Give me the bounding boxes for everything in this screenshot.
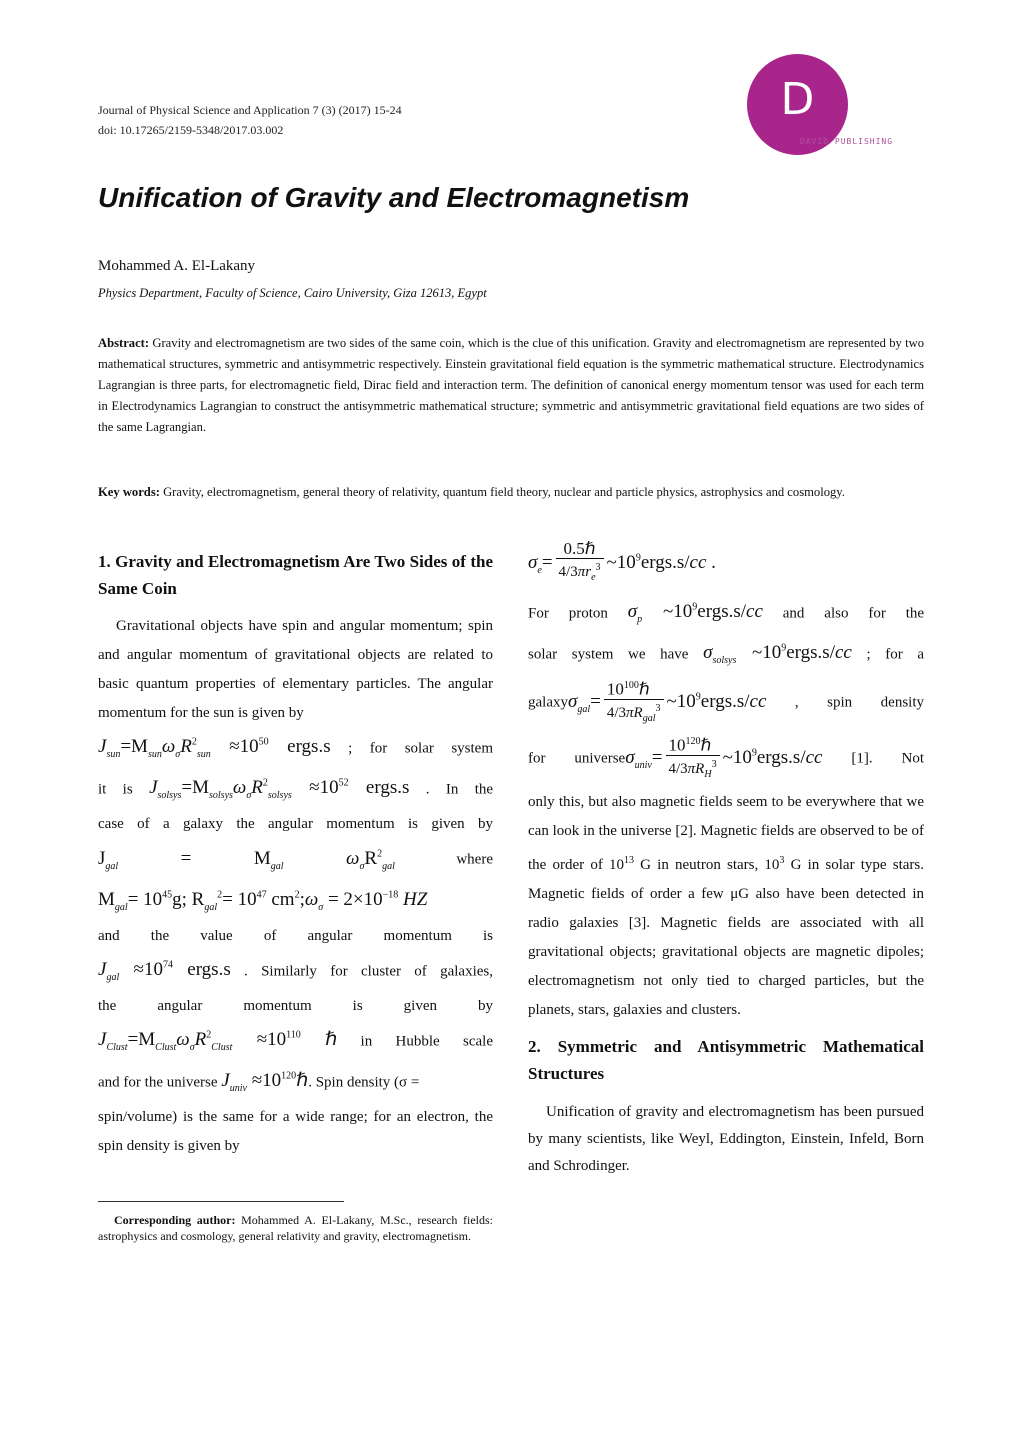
eq-solsys-sigma-line: solar system we have $\sigma_{solsys}$ $\sim 10^9ergs.s/cc$ ; for a [528,642,924,667]
eq-univ-line: and for the universe $J_{univ}$ $\approx 10^{120}\hbar$. Spin density (σ = [98,1070,420,1094]
eq-gal-values: $M_{gal}= 10^{45}g$; $R_{gal}^2= 10^{47}$ $cm^2;\omega_\sigma = 2\times 10^{-18}$ HZ [98,888,428,913]
journal-citation: Journal of Physical Science and Application 7 (3) (2017) 15-24 [98,103,402,117]
eq-gal-j: $J_{gal} \approx 10^{74}$ ergs.s [98,958,231,983]
keywords-text: Gravity, electromagnetism, general theory of relativity, quantum field theory, nuclear and particle physics, astrophysics and cosmology. [163,485,845,499]
eq-gal-line: $J_{gal} = M_{gal}$ $\omega_\sigma R^2_{gal}$ where [98,847,493,872]
footnote-label: Corresponding author: [114,1213,236,1227]
author-affiliation: Physics Department, Faculty of Science, Cairo University, Giza 12613, Egypt [98,286,487,300]
magnetic-paragraph: only this, but also magnetic fields seem to be everywhere that we can look in the universe [2]. Magnetic fields are observed to be of the order of $10^{13}$ G in neutron stars, $10^3$ G in solar type stars. Magnetic fields of order a few μG also have been detected in radio galaxies [3]. Magnetic fields are associated with all gravitational objects; gravitational objects are magnetic dipoles; electromagnetism not only tied to charged particles, but the planets, stars, galaxies and clusters. [528,793,924,1018]
logo-letter: D [780,74,815,125]
section1-heading: 1. Gravity and Electromagnetism Are Two Sides of the Same Coin [98,552,493,598]
eq-gal-sigma-line: galaxyσ$_{gal}$= $\frac{10^{100}\hbar}{4/3\pi R_{gal}^3}$ $\sim 10^9ergs.s/cc$ , spin density [528,675,924,731]
right-column [528,540,924,1180]
eq-gal: $J_{gal} = M_{gal}$ $\omega_\sigma R^2_{gal}$ [98,847,395,872]
eq-solsys: $J_{solsys}=M_{solsys}\omega_\sigma R^2_{solsys} \approx 10^{52}$ ergs.s [149,777,410,802]
eq-gal-j-line: $J_{gal} \approx 10^{74}$ ergs.s . Similarly for cluster of galaxies, [98,958,493,983]
section1-paragraph: Gravitational objects have spin and angular momentum; spin and angular momentum of gravitational objects are related to basic quantum properties of elementary particles. The angular momentum for the sun is given by [98,618,493,721]
footnote-text: Mohammed A. El-Lakany, M.Sc., research fields: astrophysics and cosmology, general relativity and gravity, electromagnetism. [98,1213,493,1243]
section2-paragraph: Unification of gravity and electromagnetism has been pursued by many scientists, like Weyl, Eddington, Einstein, Infeld, Born and Schrodinger. [528,1103,924,1174]
keywords [98,482,924,503]
publisher-name: DAVID PUBLISHING [800,137,894,146]
journal-header [98,100,402,140]
abstract [98,333,924,438]
left-column: 1. Gravity and Electromagnetism Are Two Sides of the Same Coin Gravitational objects have spin and angular momentum; spin and angular momentum of gravitational objects are related to basic quantum properties of elementary particles. The angular momentum for the sun is given by $J_{sun}=M_{sun}\omega_\sigma R^2_{sun} \approx 10^{50}$ ergs.s ; for solar system it is $J_{solsys}=M_{solsys}\omega_\sigma R^2_{solsys} \approx 10^{52}$ ergs.s . In the case of a galaxy the angular momentum is given by $J_{gal} = M_{gal}$ $\omega_\sigma R^2_{gal}$ where $M_{gal}= 10^{45}g$; $R_{gal}^2= 10^{47}$ $cm^2;\omega_\sigma = 2\times 10^{-18}$ HZ and the value of angular momentum is $J_{gal} \approx 10^{74}$ ergs.s . Similarly for cluster of galaxies, the angular momentum is given by $J_{Clust}=M_{Clust}\omega_\sigma R^2_{Clust} \approx 10^{110}$ ℏ in Hubble scale and for the universe $J_{univ}$ $\approx 10^{120}\hbar$. Spin density (σ = spin/volume) is the same for a wide range; for an electron, the spin density is given by [98,548,493,1161]
footnote [98,1212,493,1244]
eq-clust: $J_{Clust}=M_{Clust}\omega_\sigma R^2_{Clust} \approx 10^{110}$ ℏ [98,1028,338,1053]
eq-clust-line: $J_{Clust}=M_{Clust}\omega_\sigma R^2_{Clust} \approx 10^{110}$ ℏ in Hubble scale [98,1028,494,1053]
eq-univ-sigma-line: for universeσ$_{univ}$= $\frac{10^{120}\hbar}{4/3\pi R_H^3}$ $\sim 10^9ergs.s/cc$ [1]. Not [528,731,924,787]
section2-heading: 2. Symmetric and Antisymmetric Mathematical Structures [528,1036,924,1083]
journal-doi: doi: 10.17265/2159-5348/2017.03.002 [98,123,284,137]
abstract-text: Gravity and electromagnetism are two sides of the same coin, which is the clue of this unification. Gravity and electromagnetism are represented by two mathematical structures, symmetric and antisymmetric respectively. Einstein gravitational field equation is the symmetric mathematical structure. Electrodynamics Lagrangian is three parts, for electromagnetic field, Dirac field and interaction term. The definition of canonical energy momentum tensor was used for each term in Electrodynamics Lagrangian to construct the antisymmetric mathematical structure; symmetric and antisymmetric gravitational field equations are two sides of the same Lagrangian. [98,336,924,434]
footnote-divider [98,1201,344,1202]
keywords-label: Key words: [98,485,160,499]
eq-solsys-line: it is $J_{solsys}=M_{solsys}\omega_\sigma R^2_{solsys} \approx 10^{52}$ ergs.s . In the [98,777,494,802]
eq-electron: $\sigma_e=$ $\frac{\text{0.5ℏ}}{4/3\pi r_e^3}$ $\sim 10^9ergs.s/cc$ . [528,539,716,583]
eq-proton-line: For proton $\sigma_p$ $\sim 10^9ergs.s/cc$ and also for the [528,601,925,626]
abstract-label: Abstract: [98,336,150,350]
eq-univ: $J_{univ}$ $\approx 10^{120}\hbar$ [221,1070,309,1094]
paper-title: Unification of Gravity and Electromagnetism [98,182,690,213]
eq-sun: $J_{sun}=M_{sun}\omega_\sigma R^2_{sun} \approx 10^{50}$ ergs.s [98,736,331,761]
eq-sun-line: $J_{sun}=M_{sun}\omega_\sigma R^2_{sun} \approx 10^{50}$ ergs.s ; for solar system [98,736,493,761]
author-name: Mohammed A. El-Lakany [98,258,256,274]
